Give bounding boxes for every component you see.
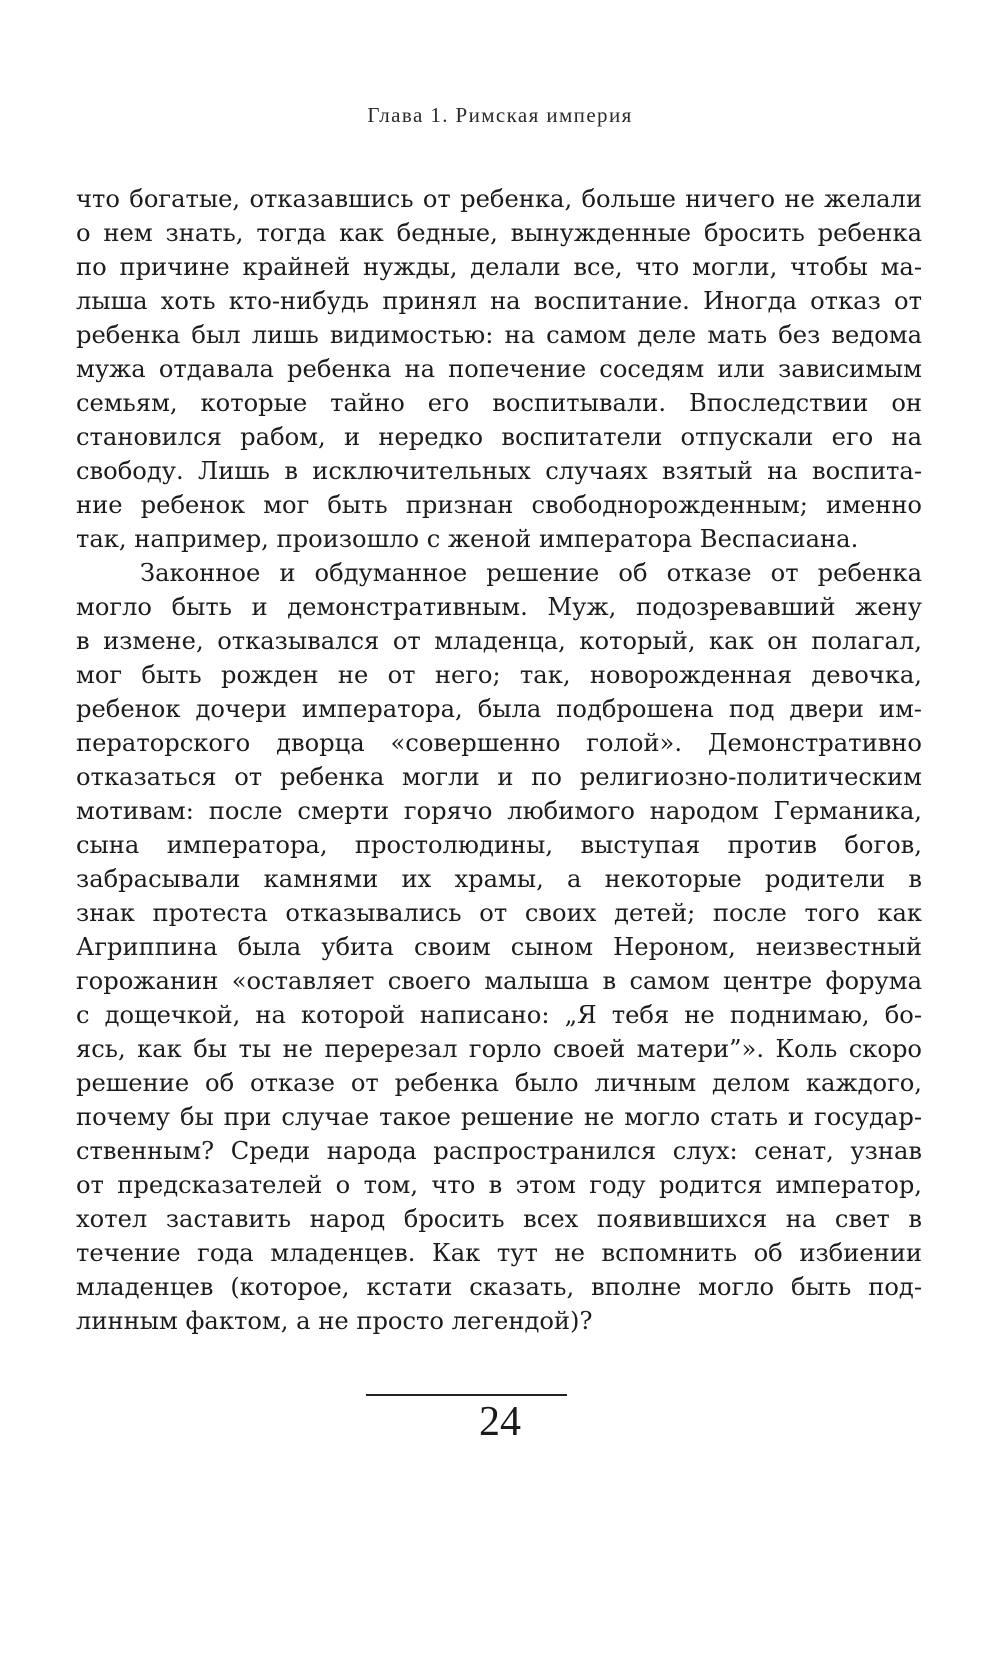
text-line: свободу. Лишь в исключительных случаях взятый на воспита- [76,457,922,485]
text-line: по причине крайней нужды, делали все, что могли, чтобы ма- [76,253,922,281]
text-line: почему бы при случае такое решение не могло стать и государ- [76,1103,922,1131]
text-line: сына императора, простолюдины, выступая против богов, [76,831,922,859]
text-line: в измене, отказывался от младенца, который, как он полагал, [76,627,922,655]
text-line: горожанин «оставляет своего малыша в самом центре форума [76,967,922,995]
text-line: забрасывали камнями их храмы, а некоторые родители в [76,865,922,893]
text-line: решение об отказе от ребенка было личным делом каждого, [76,1069,922,1097]
text-line: течение года младенцев. Как тут не вспомнить об избиении [76,1239,922,1267]
text-line: что богатые, отказавшись от ребенка, больше ничего не желали [76,185,922,213]
text-line: так, например, произошло с женой императора Веспасиана. [76,525,859,553]
text-line: становился рабом, и нередко воспитатели отпускали его на [76,423,922,451]
text-line: с дощечкой, на которой написано: „Я тебя не поднимаю, бо- [76,1001,922,1029]
text-line: ребенок дочери императора, была подброшена под двери им- [76,695,922,723]
text-line: ясь, как бы ты не перерезал горло своей матери”». Коль скоро [76,1035,922,1063]
text-line: мотивам: после смерти горячо любимого народом Германика, [76,797,922,825]
text-line: ственным? Среди народа распространился слух: сенат, узнав [76,1137,922,1165]
text-line: ребенка был лишь видимостью: на самом деле мать без ведома [76,321,922,349]
text-line: мог быть рожден не от него; так, новорожденная девочка, [76,661,922,689]
page-number-rule [366,1394,567,1396]
text-line: мужа отдавала ребенка на попечение соседям или зависимым [76,355,922,383]
text-line: линным фактом, а не просто легендой)? [76,1307,593,1335]
text-line: знак протеста отказывались от своих детей; после того как [76,899,922,927]
text-line: семьям, которые тайно его воспитывали. Впоследствии он [76,389,922,417]
text-line: ператорского дворца «совершенно голой». Демонстративно [76,729,922,757]
body-text [76,182,922,1338]
text-line: могло быть и демонстративным. Муж, подозревавший жену [76,593,922,621]
text-line: Агриппина была убита своим сыном Нероном, неизвестный [76,933,922,961]
text-line: отказаться от ребенка могли и по религиозно-политическим [76,763,922,791]
text-line: ние ребенок мог быть признан свободнорожденным; именно [76,491,922,519]
paragraph-first-line: Законное и обдуманное решение об отказе от ребенка [140,559,922,587]
text-line: от предсказателей о том, что в этом году родится император, [76,1171,922,1199]
text-line: младенцев (которое, кстати сказать, вполне могло быть под- [76,1273,922,1301]
text-line: лыша хоть кто-нибудь принял на воспитание. Иногда отказ от [76,287,922,315]
text-line: хотел заставить народ бросить всех появившихся на свет в [76,1205,922,1233]
running-head-title: Глава 1. Римская империя [367,103,633,127]
page-number: 24 [479,1399,521,1445]
text-line: о нем знать, тогда как бедные, вынужденные бросить ребенка [76,219,922,247]
